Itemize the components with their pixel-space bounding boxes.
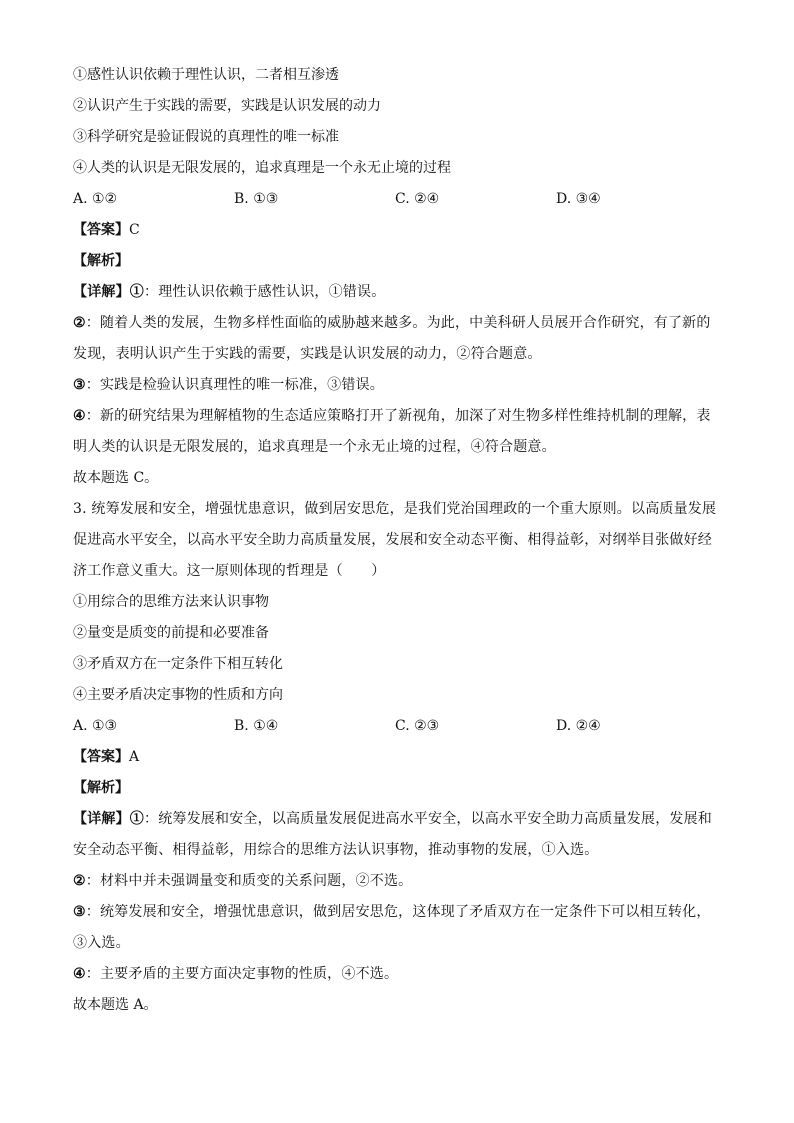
q3-detail-4 xyxy=(73,959,723,990)
q2-item-4: ④人类的认识是无限发展的，追求真理是一个永无止境的过程 xyxy=(73,160,451,176)
detail-lead: ④ xyxy=(73,966,86,982)
q2-detail-4 xyxy=(73,401,723,463)
analysis-label: 【解析】 xyxy=(73,253,129,269)
q3-analysis-label xyxy=(73,773,723,804)
detail-lead: ③ xyxy=(73,377,86,393)
q2-option-d: D. ③④ xyxy=(556,191,601,207)
detail-text: ：实践是检验认识真理性的唯一标准，③错误。 xyxy=(85,377,384,393)
detail-text: ：统筹发展和安全，增强忧患意识，做到居安思危，这体现了矛盾双方在一定条件下可以相互转化，③入选。 xyxy=(73,904,711,951)
detail-lead: ② xyxy=(73,873,86,889)
detail-text: ：主要矛盾的主要方面决定事物的性质，④不选。 xyxy=(85,966,399,982)
q3-options xyxy=(73,711,723,742)
detail-lead: 【详解】① xyxy=(73,811,144,827)
q2-conclusion: 故本题选 C。 xyxy=(73,470,159,486)
analysis-label: 【解析】 xyxy=(73,780,129,796)
q3-item-4: ④主要矛盾决定事物的性质和方向 xyxy=(73,687,283,703)
q2-detail-2 xyxy=(73,308,723,370)
q2-item-3: ③科学研究是验证假说的真理性的唯一标准 xyxy=(73,129,339,145)
q3-item-2: ②量变是质变的前提和必要准备 xyxy=(73,625,269,641)
q3-option-c: C. ②③ xyxy=(395,718,440,734)
document-page xyxy=(73,60,723,1021)
q3-detail-2 xyxy=(73,866,723,897)
detail-lead: 【详解】① xyxy=(73,284,144,300)
q3-option-b: B. ①④ xyxy=(234,718,279,734)
q3-item-1: ①用综合的思维方法来认识事物 xyxy=(73,594,269,610)
q2-item-1: ①感性认识依赖于理性认识，二者相互渗透 xyxy=(73,67,339,83)
q2-option-c: C. ②④ xyxy=(395,191,440,207)
detail-text: ：材料中并未强调量变和质变的关系问题，②不选。 xyxy=(85,873,413,889)
detail-text: ：理性认识依赖于感性认识，①错误。 xyxy=(144,284,386,300)
q3-detail-3 xyxy=(73,897,723,959)
detail-text: ：新的研究结果为理解植物的生态适应策略打开了新视角，加深了对生物多样性维持机制的理解，表明人类的认识是无限发展的，追求真理是一个永无止境的过程，④符合题意。 xyxy=(73,408,711,455)
q3-stem: 3. 统筹发展和安全，增强忧患意识，做到居安思危，是我们党治国理政的一个重大原则。以高质量发展促进高水平安全，以高水平安全助力高质量发展，发展和安全动态平衡、相得益彰，对纲举目张做好经济工作意义重大。这一原则体现的哲理是（ ） xyxy=(73,501,717,579)
q2-detail-3 xyxy=(73,370,723,401)
answer-label: 【答案】 xyxy=(73,749,129,765)
q3-detail-1 xyxy=(73,804,723,866)
q2-detail-1 xyxy=(73,277,723,308)
q2-options xyxy=(73,184,723,215)
answer-value: A xyxy=(129,749,140,765)
detail-lead: ③ xyxy=(73,904,86,920)
q2-option-b: B. ①③ xyxy=(234,191,279,207)
q3-conclusion: 故本题选 A。 xyxy=(73,997,158,1013)
answer-label: 【答案】 xyxy=(73,222,129,238)
q2-item-2: ②认识产生于实践的需要，实践是认识发展的动力 xyxy=(73,98,381,114)
q2-option-a: A. ①② xyxy=(73,191,118,207)
q3-option-d: D. ②④ xyxy=(556,718,601,734)
q3-item-3: ③矛盾双方在一定条件下相互转化 xyxy=(73,656,283,672)
q3-answer xyxy=(73,742,723,773)
q3-option-a: A. ①③ xyxy=(73,718,118,734)
detail-lead: ④ xyxy=(73,408,86,424)
answer-value: C xyxy=(129,222,140,238)
detail-text: ：统筹发展和安全，以高质量发展促进高水平安全，以高水平安全助力高质量发展，发展和安全动态平衡、相得益彰，用综合的思维方法认识事物，推动事物的发展，①入选。 xyxy=(73,811,712,858)
detail-lead: ② xyxy=(73,315,86,331)
q2-analysis-label xyxy=(73,246,723,277)
detail-text: ：随着人类的发展，生物多样性面临的威胁越来越多。为此，中美科研人员展开合作研究，有了新的发现，表明认识产生于实践的需要，实践是认识发展的动力，②符合题意。 xyxy=(73,315,711,362)
q2-answer xyxy=(73,215,723,246)
